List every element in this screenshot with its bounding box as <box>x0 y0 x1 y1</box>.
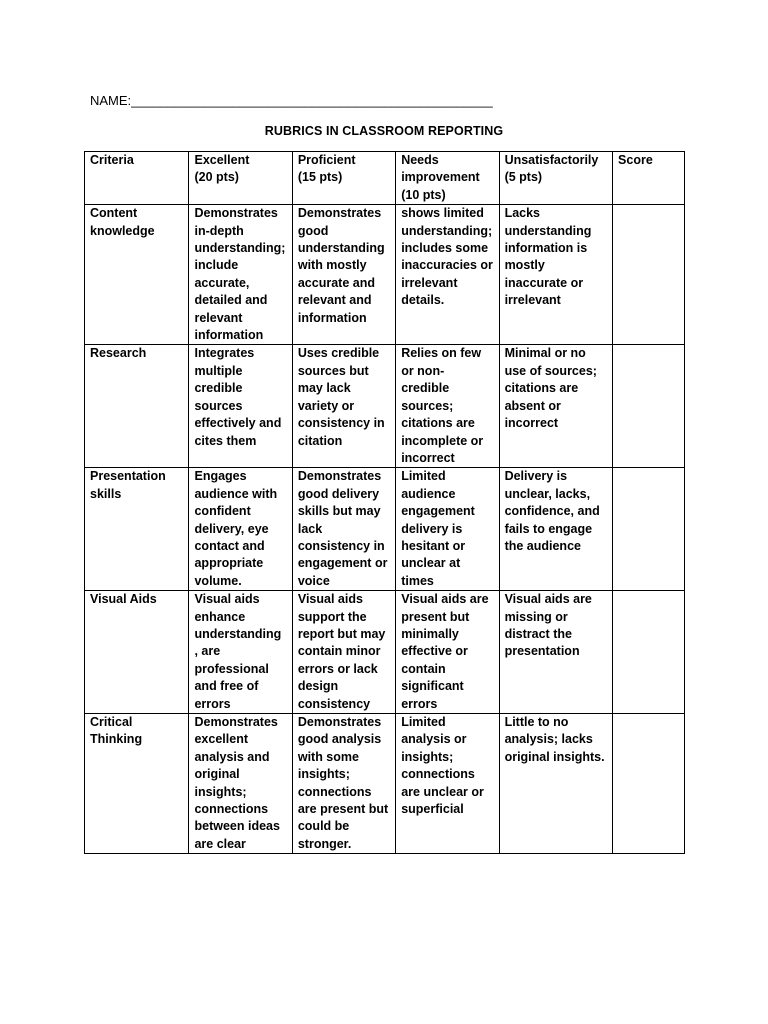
cell-text-line: original insights. <box>504 749 605 764</box>
cell-needs-improvement <box>396 345 499 468</box>
cell-text-line: are unclear or <box>401 784 484 799</box>
cell-text-line: details. <box>401 293 445 308</box>
cell-text-line: Demonstrates <box>297 715 382 729</box>
cell-text-line: incorrect <box>401 450 455 465</box>
cell-text-line: mostly <box>504 258 545 273</box>
table-row <box>85 345 685 468</box>
cell-text-line: professional <box>194 661 269 676</box>
cell-text-line: detailed and <box>194 293 268 308</box>
cell-unsatisfactorily <box>499 205 612 345</box>
cell-text-line: support the <box>297 609 367 624</box>
cell-needs-improvement <box>396 468 499 591</box>
table-row <box>85 591 685 714</box>
cell-score[interactable] <box>613 591 685 714</box>
cell-proficient <box>292 205 395 345</box>
cell-text-line: appropriate <box>194 556 264 571</box>
name-field: NAME:__________________________________________________ <box>90 93 493 108</box>
cell-criteria <box>85 205 189 345</box>
cell-text-line: present but <box>401 609 470 624</box>
cell-text-line: stronger. <box>297 836 352 851</box>
cell-text-line: Demonstrates <box>297 206 382 221</box>
cell-text-line: credible <box>194 381 243 396</box>
cell-text-line: are clear <box>194 836 246 851</box>
cell-text-line: cites them <box>194 433 257 448</box>
cell-unsatisfactorily <box>499 468 612 591</box>
cell-text-line: include <box>194 258 239 273</box>
cell-text-line: irrelevant <box>504 293 561 308</box>
cell-text-line: excellent <box>194 732 248 747</box>
cell-unsatisfactorily <box>499 714 612 854</box>
cell-text-line: report but may <box>297 626 386 641</box>
cell-text-line: unclear, lacks, <box>504 486 591 501</box>
cell-text-line: Research <box>90 346 147 361</box>
cell-excellent <box>189 714 292 854</box>
cell-excellent <box>189 205 292 345</box>
cell-text-line: with some <box>297 749 359 764</box>
cell-text-line: the audience <box>504 538 581 553</box>
cell-needs-improvement <box>396 205 499 345</box>
cell-text-line: Limited <box>401 715 446 729</box>
cell-proficient <box>292 714 395 854</box>
cell-text-line: missing or <box>504 609 568 624</box>
cell-text-line: contain <box>401 661 446 676</box>
cell-text-line: analysis or <box>401 732 467 747</box>
cell-text-line: confidence, and <box>504 504 600 519</box>
cell-text-line: audience with <box>194 486 278 501</box>
cell-text-line: unclear at <box>401 556 461 571</box>
cell-text-line: Thinking <box>90 732 143 747</box>
cell-proficient <box>292 345 395 468</box>
cell-text-line: information <box>194 328 264 343</box>
cell-text-line: voice <box>297 573 330 588</box>
cell-text-line: errors <box>194 696 231 711</box>
cell-text-line: engagement <box>401 504 475 519</box>
cell-text-line: Visual aids are <box>504 592 592 607</box>
cell-text-line: skills <box>90 486 122 501</box>
cell-text-line: analysis and <box>194 749 270 764</box>
cell-text-line: accurate, <box>194 275 250 290</box>
cell-needs-improvement <box>396 591 499 714</box>
header-needs-improvement: Needs improvement (10 pts) <box>396 152 499 205</box>
cell-text-line: inaccurate or <box>504 275 584 290</box>
cell-text-line: connections <box>194 802 269 817</box>
cell-criteria <box>85 345 189 468</box>
cell-text-line: between ideas <box>194 819 280 834</box>
cell-unsatisfactorily <box>499 591 612 714</box>
cell-text-line: engagement or <box>297 556 388 571</box>
cell-text-line: , are <box>194 644 221 659</box>
header-excellent: Excellent (20 pts) <box>189 152 292 205</box>
cell-text-line: inaccuracies or <box>401 258 493 273</box>
cell-text-line: understanding; <box>194 241 286 256</box>
cell-text-line: good delivery <box>297 486 380 501</box>
cell-excellent <box>189 468 292 591</box>
cell-text-line: in-depth <box>194 223 244 238</box>
cell-text-line: sources but <box>297 363 369 378</box>
rubric-table <box>84 151 685 854</box>
cell-text-line: design <box>297 679 339 694</box>
cell-text-line: Minimal or no <box>504 346 586 361</box>
cell-text-line: Content <box>90 206 138 221</box>
cell-text-line: sources; <box>401 398 454 413</box>
cell-text-line: consistency in <box>297 538 385 553</box>
cell-text-line: sources <box>194 398 243 413</box>
table-row <box>85 714 685 854</box>
cell-text-line: accurate and <box>297 275 375 290</box>
cell-text-line: delivery, eye <box>194 521 269 536</box>
cell-text-line: understanding <box>297 241 385 256</box>
cell-text-line: superficial <box>401 802 464 817</box>
cell-text-line: Visual Aids <box>90 592 157 607</box>
cell-text-line: original <box>194 767 240 782</box>
cell-text-line: Demonstrates <box>194 715 278 729</box>
cell-text-line: multiple <box>194 363 243 378</box>
cell-text-line: skills but may <box>297 504 381 519</box>
cell-text-line: delivery is <box>401 521 463 536</box>
cell-text-line: connections <box>401 767 475 782</box>
cell-text-line: incomplete or <box>401 433 484 448</box>
cell-text-line: or non- <box>401 363 445 378</box>
cell-proficient <box>292 468 395 591</box>
cell-text-line: with mostly <box>297 258 367 273</box>
cell-text-line: Uses credible <box>297 346 380 361</box>
cell-text-line: absent or <box>504 398 561 413</box>
cell-text-line: are present but <box>297 802 389 817</box>
document-title: RUBRICS IN CLASSROOM REPORTING <box>264 124 504 138</box>
cell-text-line: Engages <box>194 469 247 484</box>
cell-text-line: Delivery is <box>504 469 568 484</box>
cell-excellent <box>189 345 292 468</box>
cell-text-line: connections <box>297 784 372 799</box>
table-row <box>85 205 685 345</box>
header-score: Score <box>613 152 685 205</box>
cell-text-line: insights; <box>297 767 350 782</box>
cell-text-line: Presentation <box>90 469 166 484</box>
cell-text-line: understanding <box>194 626 282 641</box>
cell-text-line: contact and <box>194 538 265 553</box>
cell-proficient <box>292 591 395 714</box>
cell-text-line: relevant <box>194 310 243 325</box>
cell-score[interactable] <box>613 468 685 591</box>
cell-text-line: insights; <box>401 749 454 764</box>
cell-text-line: Relies on few <box>401 346 482 361</box>
cell-text-line: audience <box>401 486 456 501</box>
cell-text-line: Integrates <box>194 346 255 361</box>
cell-text-line: minimally <box>401 626 459 641</box>
cell-text-line: Demonstrates <box>297 469 382 484</box>
cell-text-line: volume. <box>194 573 242 588</box>
cell-text-line: consistency <box>297 696 371 711</box>
cell-text-line: errors or lack <box>297 661 378 676</box>
header-unsatisfactorily: Unsatisfactorily (5 pts) <box>499 152 612 205</box>
cell-criteria <box>85 468 189 591</box>
cell-text-line: Visual aids <box>297 592 363 607</box>
table-header-row <box>85 152 685 205</box>
cell-text-line: analysis; lacks <box>504 732 593 747</box>
cell-text-line: citation <box>297 433 343 448</box>
cell-text-line: insights; <box>194 784 247 799</box>
cell-text-line: distract the <box>504 626 572 641</box>
cell-score[interactable] <box>613 205 685 345</box>
cell-text-line: Visual aids <box>194 592 260 607</box>
header-proficient: Proficient (15 pts) <box>292 152 395 205</box>
cell-text-line: use of sources; <box>504 363 597 378</box>
cell-text-line: knowledge <box>90 223 155 238</box>
cell-needs-improvement <box>396 714 499 854</box>
cell-text-line: Demonstrates <box>194 206 278 221</box>
header-criteria: Criteria <box>85 152 189 205</box>
cell-text-line: effective or <box>401 644 468 659</box>
cell-text-line: Visual aids are <box>401 592 489 607</box>
cell-text-line: irrelevant <box>401 275 458 290</box>
cell-text-line: effectively and <box>194 416 282 431</box>
cell-text-line: significant <box>401 679 464 694</box>
cell-criteria <box>85 591 189 714</box>
cell-text-line: relevant and <box>297 293 372 308</box>
cell-score[interactable] <box>613 714 685 854</box>
cell-text-line: errors <box>401 696 438 711</box>
cell-excellent <box>189 591 292 714</box>
cell-score[interactable] <box>613 345 685 468</box>
cell-text-line: fails to engage <box>504 521 593 536</box>
cell-text-line: information is <box>504 241 588 256</box>
cell-text-line: and free of <box>194 679 259 694</box>
cell-text-line: incorrect <box>504 416 559 431</box>
table-row <box>85 468 685 591</box>
cell-text-line: information <box>297 310 367 325</box>
cell-text-line: variety or <box>297 398 355 413</box>
cell-text-line: Limited <box>401 469 446 484</box>
cell-text-line: times <box>401 573 434 588</box>
cell-criteria <box>85 714 189 854</box>
cell-text-line: good <box>297 223 329 238</box>
cell-text-line: may lack <box>297 381 351 396</box>
cell-text-line: lack <box>297 521 323 536</box>
cell-text-line: shows limited <box>401 206 484 221</box>
cell-text-line: hesitant or <box>401 538 466 553</box>
cell-text-line: citations are <box>401 416 475 431</box>
cell-text-line: understanding; <box>401 223 493 238</box>
cell-text-line: good analysis <box>297 732 382 747</box>
cell-unsatisfactorily <box>499 345 612 468</box>
cell-text-line: citations are <box>504 381 579 396</box>
cell-text-line: could be <box>297 819 350 834</box>
cell-text-line: presentation <box>504 644 580 659</box>
cell-text-line: enhance <box>194 609 246 624</box>
cell-text-line: contain minor <box>297 644 381 659</box>
cell-text-line: understanding <box>504 223 592 238</box>
cell-text-line: confident <box>194 504 251 519</box>
cell-text-line: credible <box>401 381 450 396</box>
cell-text-line: includes some <box>401 241 489 256</box>
cell-text-line: Lacks <box>504 206 541 221</box>
cell-text-line: Critical <box>90 715 133 729</box>
cell-text-line: consistency in <box>297 416 385 431</box>
cell-text-line: Little to no <box>504 715 569 729</box>
